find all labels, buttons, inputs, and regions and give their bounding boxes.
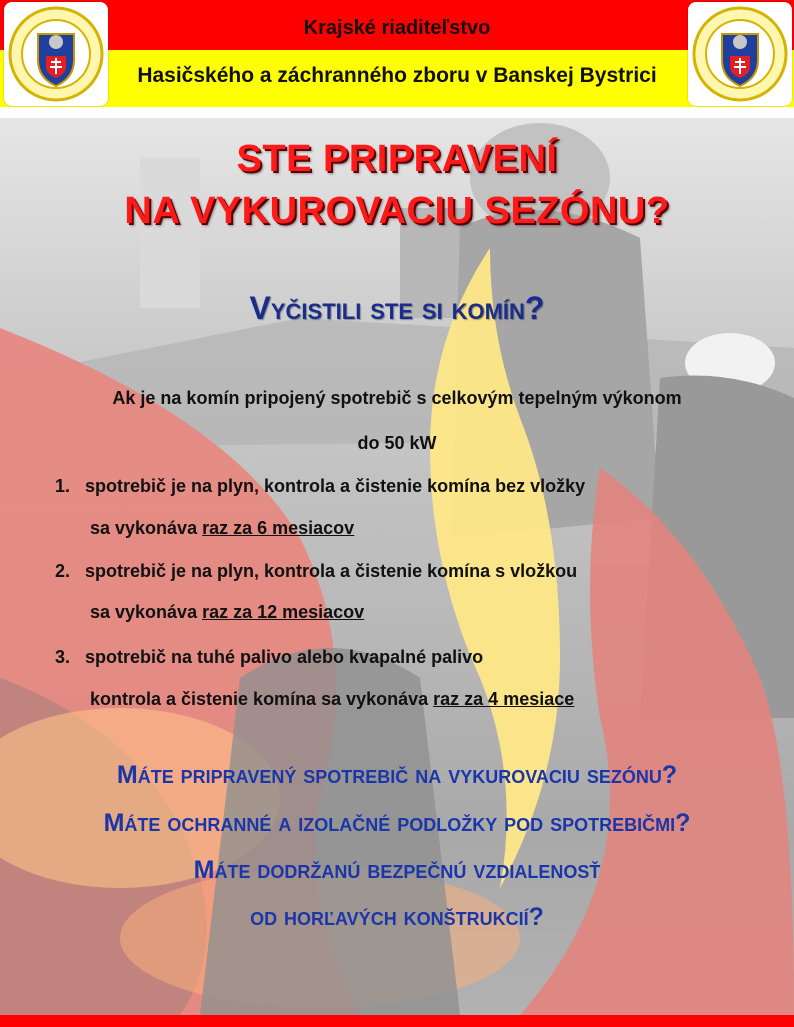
frequency-emphasis: raz za 6 mesiacov — [202, 518, 355, 538]
header-white-band — [0, 107, 794, 118]
frequency-emphasis: raz za 4 mesiace — [433, 689, 575, 709]
list-item-text: spotrebič je na plyn, kontrola a čistenie komína bez vložky — [85, 476, 586, 496]
frequency-emphasis: raz za 12 mesiacov — [202, 602, 365, 622]
list-item-number: 2. — [55, 561, 71, 581]
question-3: Máte dodržanú bezpečnú vzdialenosť — [193, 856, 601, 884]
fire-brigade-emblem-icon — [688, 2, 792, 106]
subtitle: Vyčistili ste si komín? — [249, 290, 545, 326]
list-item-3-line2 — [90, 689, 574, 710]
main-title-line2: NA VYKUROVACIU SEZÓNU? — [124, 190, 670, 232]
list-item-prefix: sa vykonáva — [90, 602, 203, 622]
header-line2: Hasičského a záchranného zboru v Banskej Bystrici — [137, 64, 657, 87]
list-item-prefix: kontrola a čistenie komína sa vykonáva — [90, 689, 434, 709]
question-4: od horľavých konštrukcií? — [250, 903, 544, 931]
list-item-1 — [55, 476, 585, 497]
list-item-prefix: sa vykonáva — [90, 518, 203, 538]
list-item-2 — [55, 561, 577, 582]
header-line1: Krajské riaditeľstvo — [303, 17, 491, 39]
list-item-text: spotrebič je na plyn, kontrola a čistenie komína s vložkou — [85, 561, 578, 581]
fire-brigade-emblem-icon — [4, 2, 108, 106]
question-2: Máte ochranné a izolačné podložky pod spotrebičmi? — [103, 809, 691, 837]
list-item-2-line2 — [90, 602, 364, 623]
list-item-number: 3. — [55, 647, 71, 667]
header — [0, 0, 794, 118]
intro-line1: Ak je na komín pripojený spotrebič s celkovým tepelným výkonom — [112, 388, 682, 408]
list-item-1-line2 — [90, 518, 354, 539]
footer-red-band — [0, 1015, 794, 1027]
main-title-line1: STE PRIPRAVENÍ — [236, 138, 558, 180]
list-item-3 — [55, 647, 483, 668]
intro-line2: do 50 kW — [357, 433, 437, 453]
list-item-text: spotrebič na tuhé palivo alebo kvapalné palivo — [85, 647, 484, 667]
question-1: Máte pripravený spotrebič na vykurovaciu sezónu? — [116, 761, 678, 789]
list-item-number: 1. — [55, 476, 71, 496]
